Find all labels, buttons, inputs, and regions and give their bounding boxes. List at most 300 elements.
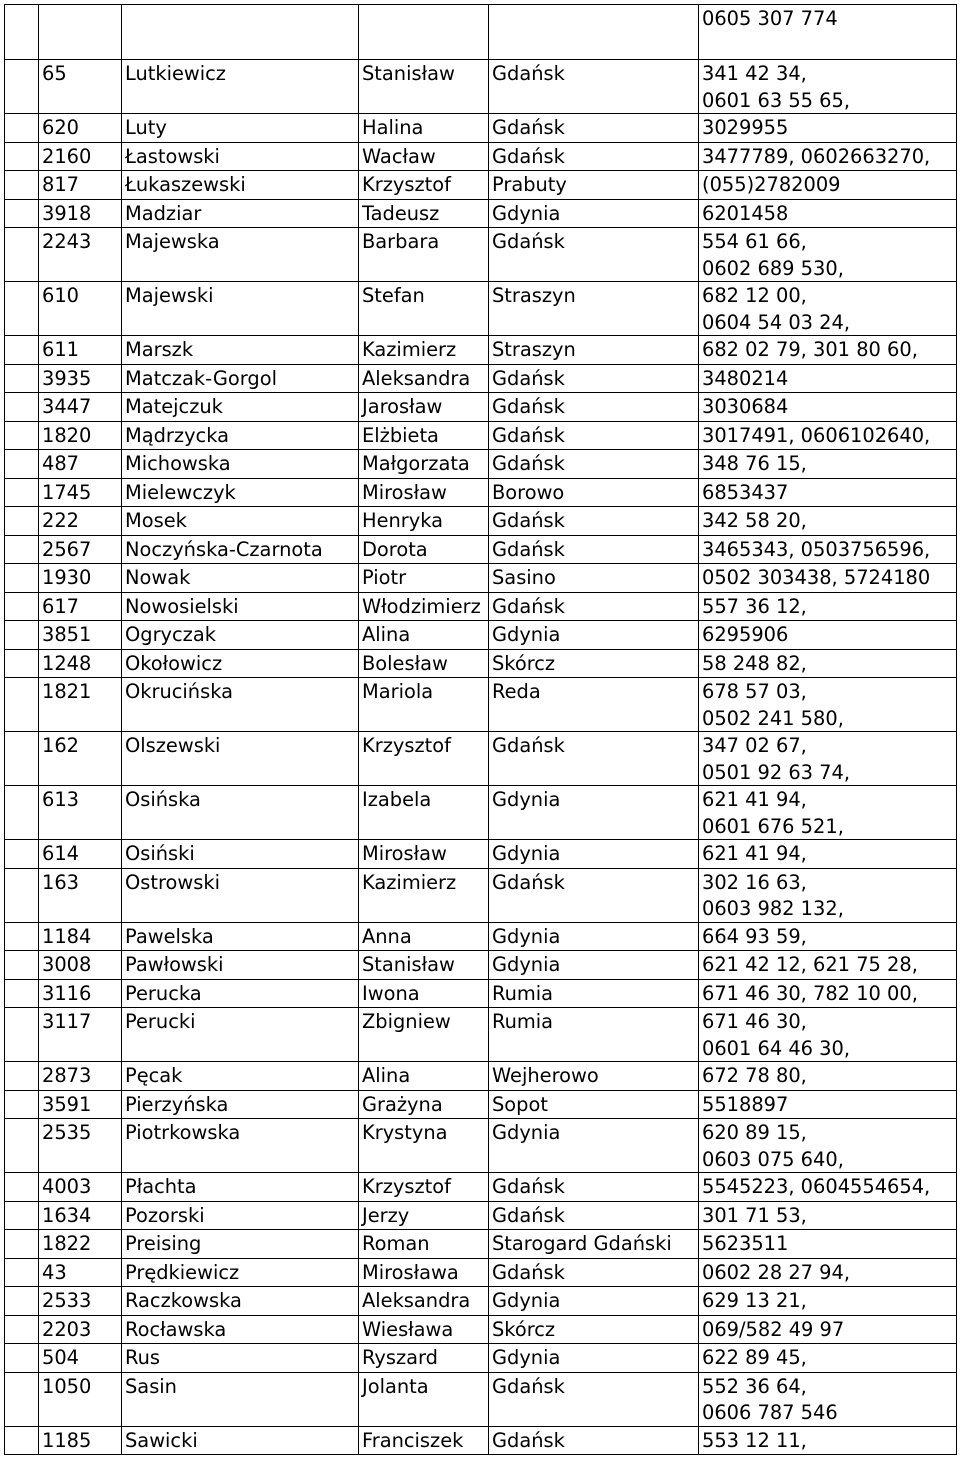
- first-name-cell: Wiesława: [359, 1315, 489, 1344]
- first-name-cell: Krzysztof: [359, 732, 489, 786]
- row-marker-cell: [5, 621, 39, 650]
- phone-cell: [699, 1230, 957, 1259]
- city-cell: Borowo: [489, 478, 699, 507]
- surname-cell: Lutkiewicz: [122, 60, 359, 114]
- city-cell: Gdańsk: [489, 1372, 699, 1426]
- phone-line: 0601 64 46 30,: [702, 1036, 851, 1060]
- surname-cell: Łastowski: [122, 142, 359, 171]
- phone-line: 6295906: [702, 623, 789, 646]
- table-row: [5, 199, 957, 228]
- phone-cell: [699, 1119, 957, 1173]
- surname-cell: Preising: [122, 1230, 359, 1259]
- phone-line: 3465343, 0503756596,: [702, 537, 931, 561]
- phone-cell: [699, 421, 957, 450]
- first-name-cell: Włodzimierz: [359, 592, 489, 621]
- surname-cell: Noczyńska-Czarnota: [122, 535, 359, 564]
- table-row: [5, 282, 957, 336]
- phone-cell: [699, 1315, 957, 1344]
- city-cell: Gdańsk: [489, 228, 699, 282]
- id-cell: 3447: [39, 393, 122, 422]
- row-marker-cell: [5, 364, 39, 393]
- id-cell: 1930: [39, 564, 122, 593]
- id-cell: 222: [39, 507, 122, 536]
- surname-cell: Nowak: [122, 564, 359, 593]
- city-cell: Gdańsk: [489, 592, 699, 621]
- id-cell: 620: [39, 114, 122, 143]
- table-row: [5, 1119, 957, 1173]
- row-marker-cell: [5, 868, 39, 922]
- phone-cell: [699, 979, 957, 1008]
- first-name-cell: Stanisław: [359, 60, 489, 114]
- phone-line: 302 16 63,: [702, 870, 807, 894]
- table-row: [5, 450, 957, 479]
- directory-body: [5, 5, 957, 1455]
- first-name-cell: Jolanta: [359, 1372, 489, 1426]
- phone-cell: [699, 621, 957, 650]
- id-cell: 3008: [39, 951, 122, 980]
- contact-directory-table: [4, 4, 957, 1455]
- id-cell: 1185: [39, 1426, 122, 1455]
- first-name-cell: Jerzy: [359, 1201, 489, 1230]
- row-marker-cell: [5, 1201, 39, 1230]
- phone-cell: [699, 732, 957, 786]
- row-marker-cell: [5, 1426, 39, 1455]
- id-cell: 2533: [39, 1287, 122, 1316]
- table-row: [5, 1258, 957, 1287]
- city-cell: Gdynia: [489, 621, 699, 650]
- first-name-cell: Alina: [359, 621, 489, 650]
- phone-cell: [699, 1372, 957, 1426]
- id-cell: 2160: [39, 142, 122, 171]
- id-cell: 504: [39, 1344, 122, 1373]
- phone-cell: [699, 282, 957, 336]
- first-name-cell: Anna: [359, 922, 489, 951]
- phone-cell: [699, 951, 957, 980]
- table-row: [5, 1372, 957, 1426]
- surname-cell: Michowska: [122, 450, 359, 479]
- phone-line: 682 02 79, 301 80 60,: [702, 338, 918, 361]
- row-marker-cell: [5, 1090, 39, 1119]
- city-cell: Gdańsk: [489, 114, 699, 143]
- phone-cell: [699, 1287, 957, 1316]
- row-marker-cell: [5, 114, 39, 143]
- id-cell: 4003: [39, 1173, 122, 1202]
- first-name-cell: Krzysztof: [359, 1173, 489, 1202]
- table-row: [5, 1201, 957, 1230]
- id-cell: 1634: [39, 1201, 122, 1230]
- phone-line: 557 36 12,: [702, 594, 807, 618]
- table-row: [5, 1173, 957, 1202]
- city-cell: Gdańsk: [489, 393, 699, 422]
- phone-line: 0604 54 03 24,: [702, 310, 851, 334]
- row-marker-cell: [5, 1315, 39, 1344]
- row-marker-cell: [5, 649, 39, 678]
- city-cell: Wejherowo: [489, 1062, 699, 1091]
- row-marker-cell: [5, 840, 39, 869]
- row-marker-cell: [5, 336, 39, 365]
- id-cell: 2873: [39, 1062, 122, 1091]
- id-cell: 3591: [39, 1090, 122, 1119]
- phone-cell: [699, 868, 957, 922]
- id-cell: 3935: [39, 364, 122, 393]
- first-name-cell: Aleksandra: [359, 1287, 489, 1316]
- phone-line: 3030684: [702, 395, 789, 418]
- phone-line: 621 41 94,: [702, 788, 807, 811]
- table-row: [5, 535, 957, 564]
- phone-line: 0502 303438, 5724180: [702, 566, 931, 589]
- id-cell: 162: [39, 732, 122, 786]
- city-cell: Gdańsk: [489, 450, 699, 479]
- first-name-cell: Iwona: [359, 979, 489, 1008]
- id-cell: 1821: [39, 678, 122, 732]
- city-cell: Gdańsk: [489, 732, 699, 786]
- city-cell: Gdańsk: [489, 1201, 699, 1230]
- row-marker-cell: [5, 678, 39, 732]
- id-cell: 163: [39, 868, 122, 922]
- city-cell: Gdańsk: [489, 507, 699, 536]
- table-row: [5, 840, 957, 869]
- phone-line: 5623511: [702, 1232, 789, 1255]
- surname-cell: Pawelska: [122, 922, 359, 951]
- phone-cell: [699, 228, 957, 282]
- phone-line: 301 71 53,: [702, 1203, 807, 1227]
- row-marker-cell: [5, 979, 39, 1008]
- phone-line: 0501 92 63 74,: [702, 760, 851, 784]
- first-name-cell: Mirosława: [359, 1258, 489, 1287]
- first-name-cell: Wacław: [359, 142, 489, 171]
- row-marker-cell: [5, 282, 39, 336]
- table-row: [5, 228, 957, 282]
- first-name-cell: Małgorzata: [359, 450, 489, 479]
- surname-cell: Pawłowski: [122, 951, 359, 980]
- surname-cell: Ostrowski: [122, 868, 359, 922]
- first-name-cell: Halina: [359, 114, 489, 143]
- table-row: [5, 649, 957, 678]
- phone-line: 664 93 59,: [702, 924, 807, 948]
- surname-cell: Matejczuk: [122, 393, 359, 422]
- surname-cell: Sasin: [122, 1372, 359, 1426]
- table-row: [5, 507, 957, 536]
- phone-line: 6201458: [702, 201, 789, 225]
- id-cell: 1184: [39, 922, 122, 951]
- city-cell: Prabuty: [489, 171, 699, 200]
- surname-cell: Sawicki: [122, 1426, 359, 1455]
- first-name-cell: Izabela: [359, 786, 489, 840]
- phone-line: 553 12 11,: [702, 1428, 807, 1452]
- table-row: [5, 786, 957, 840]
- city-cell: Gdańsk: [489, 142, 699, 171]
- phone-line: 620 89 15,: [702, 1121, 807, 1144]
- table-row-continuation: [5, 5, 957, 60]
- city-cell: Gdynia: [489, 199, 699, 228]
- phone-line: 0502 241 580,: [702, 706, 844, 730]
- id-cell: 613: [39, 786, 122, 840]
- row-marker-cell: [5, 732, 39, 786]
- row-marker-cell: [5, 1119, 39, 1173]
- surname-cell: Łukaszewski: [122, 171, 359, 200]
- table-row: [5, 142, 957, 171]
- first-name-cell: Jarosław: [359, 393, 489, 422]
- first-name-cell: Henryka: [359, 507, 489, 536]
- row-marker-cell: [5, 228, 39, 282]
- phone-line: 621 41 94,: [702, 842, 807, 865]
- phone-line: 678 57 03,: [702, 680, 807, 703]
- city-cell: Gdańsk: [489, 535, 699, 564]
- row-marker-cell: [5, 1258, 39, 1287]
- first-name-cell: Tadeusz: [359, 199, 489, 228]
- row-marker-cell: [5, 1287, 39, 1316]
- city-cell: Gdynia: [489, 786, 699, 840]
- surname-cell: Raczkowska: [122, 1287, 359, 1316]
- phone-cell: [699, 60, 957, 114]
- surname-cell: Mielewczyk: [122, 478, 359, 507]
- id-cell: 610: [39, 282, 122, 336]
- surname-cell: Pęcak: [122, 1062, 359, 1091]
- first-name-cell: Roman: [359, 1230, 489, 1259]
- first-name-cell: Dorota: [359, 535, 489, 564]
- id-cell: 611: [39, 336, 122, 365]
- table-row: [5, 114, 957, 143]
- phone-cell: [699, 1344, 957, 1373]
- phone-cell: [699, 142, 957, 171]
- phone-line: 3477789, 0602663270,: [702, 144, 931, 168]
- row-marker-cell: [5, 1062, 39, 1091]
- row-marker-cell: [5, 592, 39, 621]
- phone-line: 0605 307 774: [702, 7, 838, 30]
- first-name-cell: Mariola: [359, 678, 489, 732]
- phone-line: 069/582 49 97: [702, 1317, 845, 1341]
- phone-cell: [699, 1062, 957, 1091]
- first-name-cell: Kazimierz: [359, 336, 489, 365]
- row-marker-cell: [5, 1372, 39, 1426]
- city-cell: Starogard Gdański: [489, 1230, 699, 1259]
- phone-cell: [699, 1090, 957, 1119]
- phone-line: 341 42 34,: [702, 62, 807, 85]
- table-row: [5, 1230, 957, 1259]
- id-cell: 1822: [39, 1230, 122, 1259]
- phone-cell: [699, 507, 957, 536]
- city-cell: Skórcz: [489, 649, 699, 678]
- phone-line: 0603 075 640,: [702, 1147, 844, 1171]
- phone-cell: [699, 564, 957, 593]
- phone-line: 629 13 21,: [702, 1289, 807, 1312]
- city-cell: Gdynia: [489, 1287, 699, 1316]
- city-cell: Reda: [489, 678, 699, 732]
- row-marker-cell: [5, 1008, 39, 1062]
- city-cell: Rumia: [489, 1008, 699, 1062]
- first-name-cell: Elżbieta: [359, 421, 489, 450]
- row-marker-cell: [5, 951, 39, 980]
- surname-cell: Ogryczak: [122, 621, 359, 650]
- id-cell: 1248: [39, 649, 122, 678]
- row-marker-cell: [5, 1173, 39, 1202]
- id-cell: [39, 5, 122, 60]
- surname-cell: Piotrkowska: [122, 1119, 359, 1173]
- phone-cell: [699, 535, 957, 564]
- phone-cell: [699, 649, 957, 678]
- phone-line: 0603 982 132,: [702, 897, 844, 920]
- phone-cell: [699, 592, 957, 621]
- city-cell: Gdańsk: [489, 1258, 699, 1287]
- surname-cell: Osiński: [122, 840, 359, 869]
- surname-cell: Luty: [122, 114, 359, 143]
- surname-cell: Mądrzycka: [122, 421, 359, 450]
- table-row: [5, 1426, 957, 1455]
- first-name-cell: Alina: [359, 1062, 489, 1091]
- phone-line: 6853437: [702, 480, 789, 504]
- phone-cell: [699, 393, 957, 422]
- table-row: [5, 732, 957, 786]
- surname-cell: Majewski: [122, 282, 359, 336]
- first-name-cell: Krystyna: [359, 1119, 489, 1173]
- city-cell: Gdańsk: [489, 421, 699, 450]
- phone-line: 347 02 67,: [702, 734, 807, 757]
- surname-cell: Pierzyńska: [122, 1090, 359, 1119]
- phone-cell: [699, 922, 957, 951]
- surname-cell: Madziar: [122, 199, 359, 228]
- phone-line: 672 78 80,: [702, 1064, 807, 1087]
- first-name-cell: Zbigniew: [359, 1008, 489, 1062]
- row-marker-cell: [5, 421, 39, 450]
- city-cell: [489, 5, 699, 60]
- table-row: [5, 1062, 957, 1091]
- city-cell: Gdańsk: [489, 868, 699, 922]
- first-name-cell: Bolesław: [359, 649, 489, 678]
- city-cell: Gdynia: [489, 840, 699, 869]
- phone-cell: [699, 840, 957, 869]
- phone-line: 0602 28 27 94,: [702, 1260, 851, 1284]
- phone-cell: [699, 199, 957, 228]
- id-cell: 3851: [39, 621, 122, 650]
- table-row: [5, 678, 957, 732]
- city-cell: Straszyn: [489, 336, 699, 365]
- id-cell: 2243: [39, 228, 122, 282]
- row-marker-cell: [5, 564, 39, 593]
- phone-cell: [699, 478, 957, 507]
- city-cell: Gdańsk: [489, 60, 699, 114]
- row-marker-cell: [5, 393, 39, 422]
- table-row: [5, 621, 957, 650]
- table-row: [5, 1090, 957, 1119]
- first-name-cell: Krzysztof: [359, 171, 489, 200]
- phone-line: 348 76 15,: [702, 452, 807, 475]
- phone-cell: [699, 1008, 957, 1062]
- surname-cell: Matczak-Gorgol: [122, 364, 359, 393]
- surname-cell: Osińska: [122, 786, 359, 840]
- surname-cell: Mosek: [122, 507, 359, 536]
- row-marker-cell: [5, 171, 39, 200]
- id-cell: 614: [39, 840, 122, 869]
- id-cell: 2535: [39, 1119, 122, 1173]
- table-row: [5, 592, 957, 621]
- phone-line: 3029955: [702, 116, 789, 139]
- id-cell: 487: [39, 450, 122, 479]
- phone-cell: [699, 364, 957, 393]
- table-row: [5, 60, 957, 114]
- table-row: [5, 393, 957, 422]
- table-row: [5, 336, 957, 365]
- city-cell: Gdańsk: [489, 364, 699, 393]
- surname-cell: Prędkiewicz: [122, 1258, 359, 1287]
- id-cell: 3116: [39, 979, 122, 1008]
- id-cell: 3918: [39, 199, 122, 228]
- row-marker-cell: [5, 535, 39, 564]
- phone-cell: [699, 171, 957, 200]
- phone-line: 342 58 20,: [702, 509, 807, 532]
- surname-cell: [122, 5, 359, 60]
- table-row: [5, 564, 957, 593]
- row-marker-cell: [5, 478, 39, 507]
- surname-cell: Perucka: [122, 979, 359, 1008]
- first-name-cell: Stefan: [359, 282, 489, 336]
- phone-line: 0602 689 530,: [702, 256, 844, 280]
- phone-line: 5518897: [702, 1092, 789, 1116]
- phone-line: 58 248 82,: [702, 651, 807, 675]
- surname-cell: Olszewski: [122, 732, 359, 786]
- city-cell: Gdynia: [489, 951, 699, 980]
- row-marker-cell: [5, 5, 39, 60]
- first-name-cell: Stanisław: [359, 951, 489, 980]
- city-cell: Rumia: [489, 979, 699, 1008]
- phone-cell: [699, 114, 957, 143]
- row-marker-cell: [5, 1344, 39, 1373]
- id-cell: 817: [39, 171, 122, 200]
- row-marker-cell: [5, 450, 39, 479]
- first-name-cell: Piotr: [359, 564, 489, 593]
- id-cell: 617: [39, 592, 122, 621]
- row-marker-cell: [5, 142, 39, 171]
- surname-cell: Rocławska: [122, 1315, 359, 1344]
- first-name-cell: Grażyna: [359, 1090, 489, 1119]
- phone-line: 682 12 00,: [702, 284, 807, 307]
- id-cell: 65: [39, 60, 122, 114]
- city-cell: Straszyn: [489, 282, 699, 336]
- phone-line: 671 46 30, 782 10 00,: [702, 981, 918, 1005]
- city-cell: Gdynia: [489, 1119, 699, 1173]
- phone-line: 3017491, 0606102640,: [702, 423, 931, 447]
- phone-cell: [699, 1426, 957, 1455]
- row-marker-cell: [5, 1230, 39, 1259]
- first-name-cell: Barbara: [359, 228, 489, 282]
- row-marker-cell: [5, 922, 39, 951]
- table-row: [5, 1315, 957, 1344]
- city-cell: Sopot: [489, 1090, 699, 1119]
- id-cell: 1745: [39, 478, 122, 507]
- first-name-cell: Mirosław: [359, 478, 489, 507]
- first-name-cell: Kazimierz: [359, 868, 489, 922]
- first-name-cell: [359, 5, 489, 60]
- phone-line: 552 36 64,: [702, 1374, 807, 1398]
- phone-cell: [699, 1201, 957, 1230]
- phone-line: 621 42 12, 621 75 28,: [702, 953, 918, 976]
- surname-cell: Majewska: [122, 228, 359, 282]
- phone-line: 5545223, 0604554654,: [702, 1175, 931, 1198]
- id-cell: 43: [39, 1258, 122, 1287]
- surname-cell: Nowosielski: [122, 592, 359, 621]
- table-row: [5, 1344, 957, 1373]
- phone-line: 3480214: [702, 366, 789, 390]
- table-row: [5, 171, 957, 200]
- phone-line: 671 46 30,: [702, 1010, 807, 1033]
- surname-cell: Płachta: [122, 1173, 359, 1202]
- row-marker-cell: [5, 786, 39, 840]
- city-cell: Skórcz: [489, 1315, 699, 1344]
- surname-cell: Rus: [122, 1344, 359, 1373]
- phone-cell: [699, 1173, 957, 1202]
- phone-line: 0601 63 55 65,: [702, 88, 851, 112]
- id-cell: 1050: [39, 1372, 122, 1426]
- table-row: [5, 364, 957, 393]
